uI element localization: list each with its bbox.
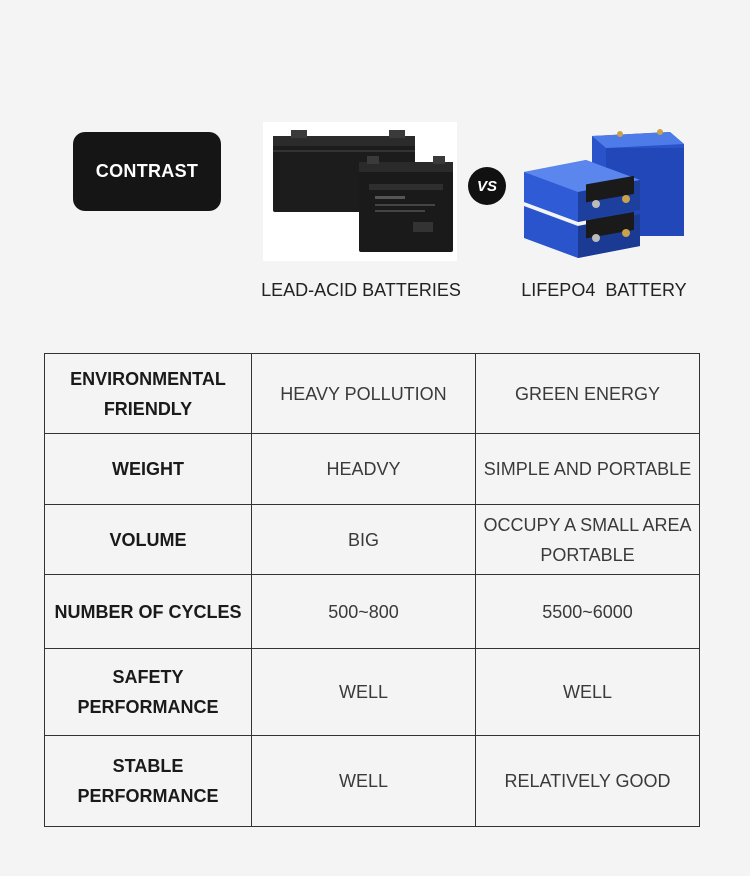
contrast-badge: CONTRAST bbox=[73, 132, 221, 211]
lifepo4-caption: LIFEPO4 BATTERY bbox=[521, 280, 687, 300]
lead-acid-cell: WELL bbox=[252, 649, 476, 736]
lifepo4-cell: OCCUPY A SMALL AREA PORTABLE bbox=[476, 505, 700, 575]
lead-acid-cell: HEADVY bbox=[252, 434, 476, 505]
lead-acid-cell: BIG bbox=[252, 505, 476, 575]
lifepo4-cell: WELL bbox=[476, 649, 700, 736]
table-row bbox=[45, 434, 700, 505]
lead-acid-cell: WELL bbox=[252, 736, 476, 827]
row-label: WEIGHT bbox=[45, 434, 252, 505]
lead-acid-cell: 500~800 bbox=[252, 575, 476, 649]
table-row bbox=[45, 354, 700, 434]
comparison-table bbox=[44, 353, 700, 827]
table-row bbox=[45, 575, 700, 649]
table-row bbox=[45, 736, 700, 827]
lifepo4-cell: SIMPLE AND PORTABLE bbox=[476, 434, 700, 505]
row-label: STABLE PERFORMANCE bbox=[45, 736, 252, 827]
row-label: NUMBER OF CYCLES bbox=[45, 575, 252, 649]
lead-acid-battery-image bbox=[263, 122, 457, 261]
vs-icon: VS bbox=[468, 167, 506, 205]
lifepo4-battery-image bbox=[520, 122, 688, 262]
row-label: ENVIRONMENTAL FRIENDLY bbox=[45, 354, 252, 434]
row-label: VOLUME bbox=[45, 505, 252, 575]
lead-acid-cell: HEAVY POLLUTION bbox=[252, 354, 476, 434]
lifepo4-cell: RELATIVELY GOOD bbox=[476, 736, 700, 827]
lifepo4-cell: 5500~6000 bbox=[476, 575, 700, 649]
table-row bbox=[45, 505, 700, 575]
lead-acid-caption: LEAD-ACID BATTERIES bbox=[261, 280, 461, 300]
lifepo4-cell: GREEN ENERGY bbox=[476, 354, 700, 434]
table-row bbox=[45, 649, 700, 736]
row-label: SAFETY PERFORMANCE bbox=[45, 649, 252, 736]
